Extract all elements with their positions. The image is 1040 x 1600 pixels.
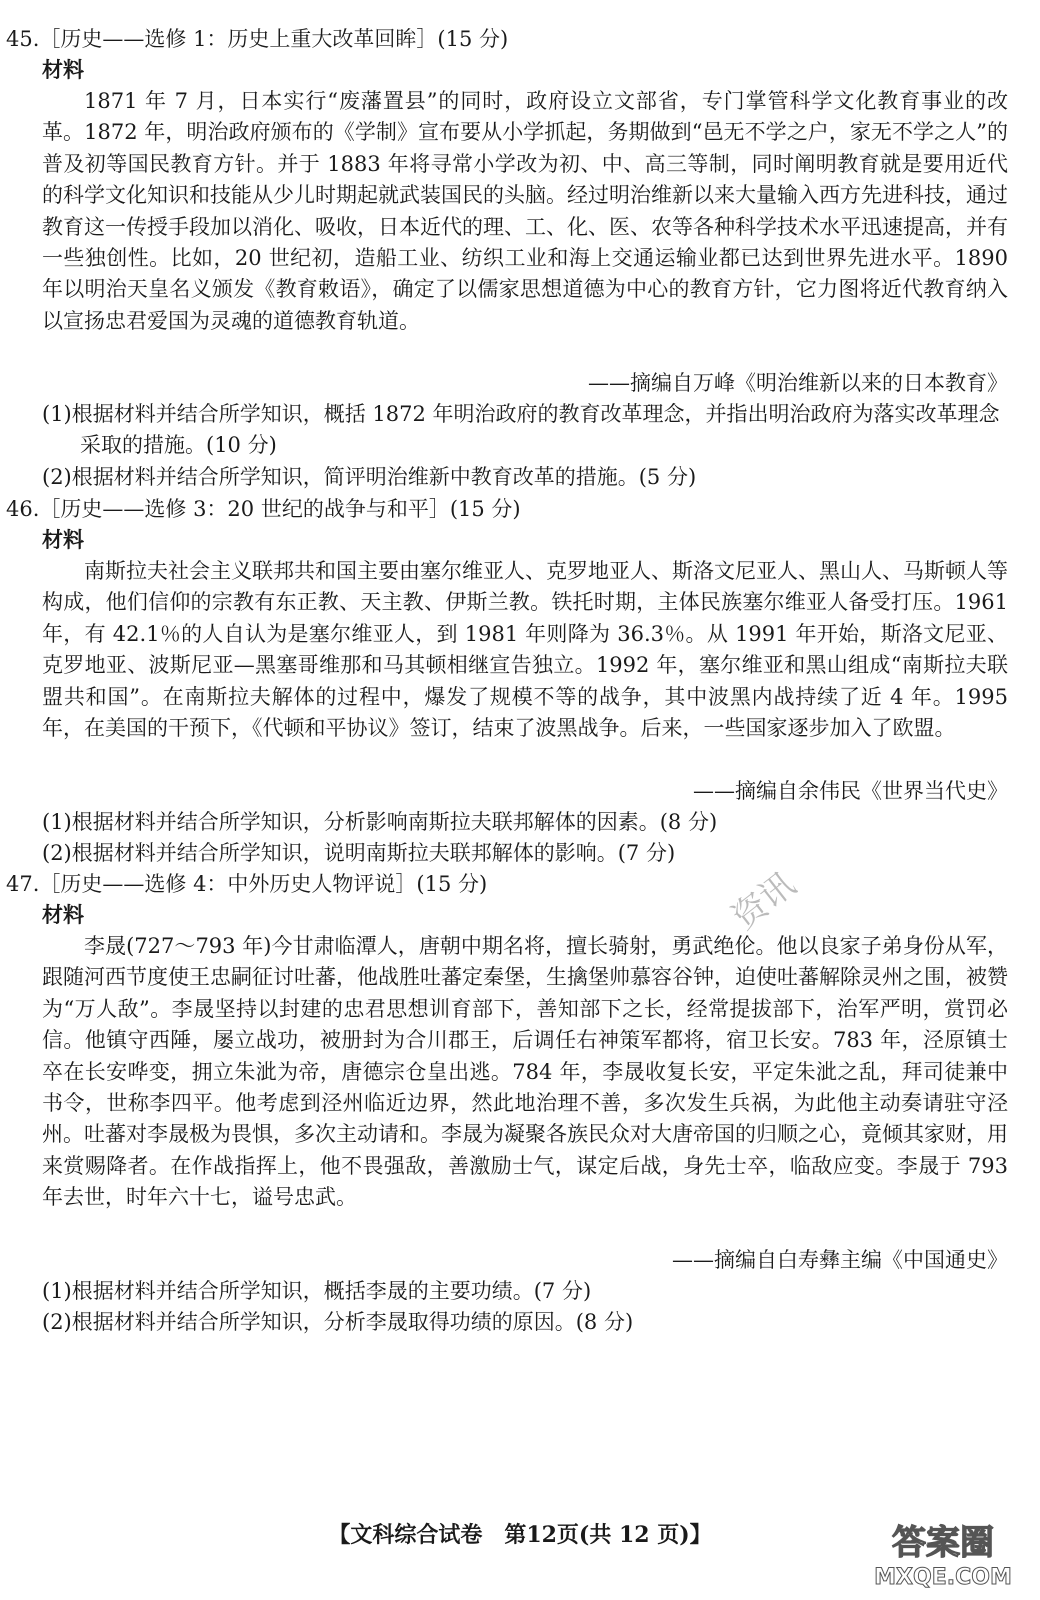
question-47-material-label: 材料 [42,902,84,927]
svg-text:MXQE.COM: MXQE.COM [874,1565,1012,1590]
question-45-material-label: 材料 [42,57,84,82]
page-footer: 【文科综合试卷 第12页(共 12 页)】 [328,1522,712,1548]
svg-text:答案圈: 答案圈 [892,1523,994,1563]
question-46-material-label: 材料 [42,527,84,552]
watermark: 资讯 [724,864,804,938]
question-47-sub-1: (1)根据材料并结合所学知识，概括李晟的主要功绩。(7 分) [42,1279,592,1303]
question-45-source: ——摘编自万峰《明治维新以来的日本教育》 [588,371,1008,395]
question-45-sub-2: (2)根据材料并结合所学知识，简评明治维新中教育改革的措施。(5 分) [42,465,697,489]
question-47-sub-2: (2)根据材料并结合所学知识，分析李晟取得功绩的原因。(8 分) [42,1310,634,1334]
question-46-material-text: 南斯拉夫社会主义联邦共和国主要由塞尔维亚人、克罗地亚人、斯洛文尼亚人、黑山人、马斯顿人等构成，他们信仰的宗教有东正教、天主教、伊斯兰教。铁托时期，主体民族塞尔维亚人备受打压。1961 年，有 42.1％的人自认为是塞尔维亚人，到 1981 年则降为 36.3％。从 1991 年开始，斯洛文尼亚、克罗地亚、波斯尼亚—黑塞哥维那和马其顿相继宣告独立。1992 年，塞尔维亚和黑山组成“南斯拉夫联盟共和国”。在南斯拉夫解体的过程中，爆发了规模不等的战争，其中波黑内战持续了近 4 年。1995 年，在美国的干预下，《代顿和平协议》签订，结束了波黑战争。后来，一些国家逐步加入了欧盟。 [42,559,1008,741]
question-46-sub-1: (1)根据材料并结合所学知识，分析影响南斯拉夫联邦解体的因素。(8 分) [42,810,718,834]
question-46-sub-2: (2)根据材料并结合所学知识，说明南斯拉夫联邦解体的影响。(7 分) [42,841,676,865]
question-45-sub-1: (1)根据材料并结合所学知识，概括 1872 年明治政府的教育改革理念，并指出明治政府为落实改革理念采取的措施。(10 分) [42,402,1000,458]
question-47-material-text: 李晟(727～793 年)今甘肃临潭人，唐朝中期名将，擅长骑射，勇武绝伦。他以良家子弟身份从军，跟随河西节度使王忠嗣征讨吐蕃，他战胜吐蕃定秦堡，生擒堡帅慕容谷钟，迫使吐蕃解除灵州之围，被赞为“万人敌”。李晟坚持以封建的忠君思想训育部下，善知部下之长，经常提拔部下，治军严明，赏罚必信。他镇守西陲，屡立战功，被册封为合川郡王，后调任右神策军都将，宿卫长安。783 年，泾原镇士卒在长安哗变，拥立朱泚为帝，唐德宗仓皇出逃。784 年，李晟收复长安，平定朱泚之乱，拜司徒兼中书令，世称李四平。他考虑到泾州临近边界，然此地治理不善，多次发生兵祸，为此他主动奏请驻守泾州。吐蕃对李晟极为畏惧，多次主动请和。李晟为凝聚各族民众对大唐帝国的归顺之心，竟倾其家财，用来赏赐降者。在作战指挥上，他不畏强敌，善激励士气，谋定后战，身先士卒，临敌应变。李晟于 793 年去世，时年六十七，谥号忠武。 [42,934,1008,1210]
question-47-source: ——摘编自白寿彝主编《中国通史》 [672,1248,1008,1272]
question-45-material-text: 1871 年 7 月，日本实行“废藩置县”的同时，政府设立文部省，专门掌管科学文化教育事业的改革。1872 年，明治政府颁布的《学制》宣布要从小学抓起，务期做到“邑无不学之户，家无不学之人”的普及初等国民教育方针。并于 1883 年将寻常小学改为初、中、高三等制，同时阐明教育就是要用近代的科学文化知识和技能从少儿时期起就武装国民的头脑。经过明治维新以来大量输入西方先进科技，通过教育这一传授手段加以消化、吸收，日本近代的理、工、化、医、农等各种科学技术水平迅速提高，并有一些独创性。比如，20 世纪初，造船工业、纺织工业和海上交通运输业都已达到世界先进水平。1890 年以明治天皇名义颁发《教育敕语》，确定了以儒家思想道德为中心的教育方针，它力图将近代教育纳入以宣扬忠君爱国为灵魂的道德教育轨道。 [42,89,1008,333]
question-47-heading: 47.［历史——选修 4：中外历史人物评说］(15 分) [6,872,488,896]
question-46-source: ——摘编自余伟民《世界当代史》 [693,779,1008,803]
question-46-heading: 46.［历史——选修 3：20 世纪的战争与和平］(15 分) [6,497,521,521]
question-45-heading: 45.［历史——选修 1：历史上重大改革回眸］(15 分) [6,27,509,51]
site-logo [858,1512,1028,1592]
